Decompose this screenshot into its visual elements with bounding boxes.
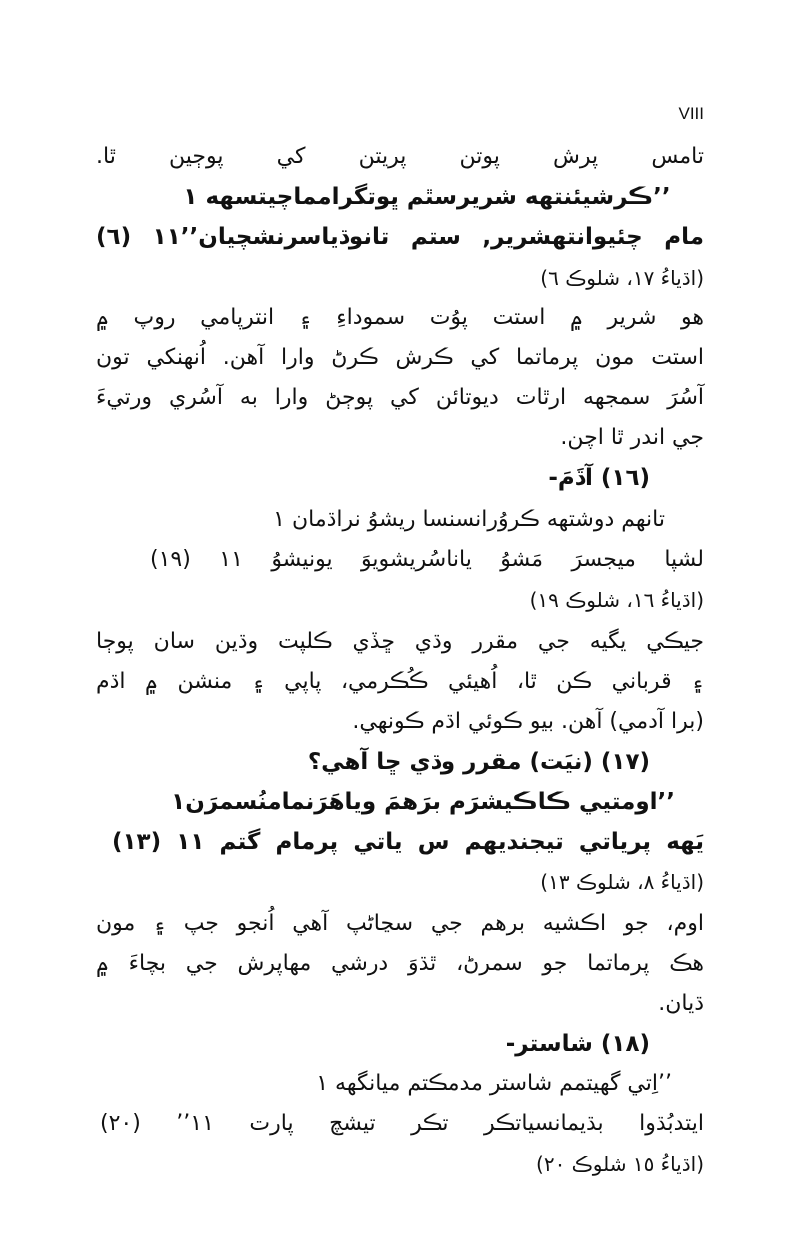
- text-line-9: اوم، جو اڪشيه برهم جي سڃاڻپ آهي اُنجو جپ ۽ مون: [96, 911, 704, 936]
- section-heading-18: (١٨) شاستر-: [505, 1031, 650, 1057]
- text-line-8: (برا آدمي) آهن. بيو ڪوئي اڌم ڪونهي.: [352, 709, 704, 734]
- text-line-2: هو شرير ۾ استت پوُت سموداءِ ۽ انترپامي روپ ۾: [96, 305, 704, 330]
- text-line-1: تامس پرش پوتن پريتن کي پوڄين ٿا.: [96, 144, 704, 169]
- verse-line-2: مام چئيوانتهشرير, ستم تانوڌياسرنشچيان’’۱۱ (٦): [96, 224, 704, 250]
- verse-line-3: تانهم دوشتهه ڪروُرانسنسا ريشوُ نراڌمان ۱: [273, 507, 665, 532]
- reference-line-2: (اڌياءُ ١٦، شلوڪ ١٩): [529, 588, 704, 612]
- reference-line-3: (اڌياءُ ٨، شلوڪ ١٣): [540, 870, 704, 894]
- verse-line-1: ’’ڪرشيئنتهه شريرسٿم ڀوتگرامماچيتسهه ۱: [183, 184, 671, 210]
- page-number: VIII: [678, 104, 704, 123]
- verse-line-4: لشپا ميجسرَ مَشوُ ياناسُريشويوَ يونيشوُ ۱۱ (١٩): [150, 547, 705, 572]
- text-line-4: آسُرَ سمجهه ارٿات ديوتائن کي پوڄڻ وارا به آسُري ورتيءَ: [96, 385, 704, 410]
- verse-line-7: ’’اِتي گهيتمم شاستر مدمڪتم ميانگهه ۱: [316, 1071, 672, 1096]
- text-line-10: هڪ پرماتما جو سمرڻ، ٿڌوَ درشي مهاپرش جي بچاءَ ۾: [96, 951, 704, 976]
- section-heading-16: (١٦) آڌَمَ-: [548, 465, 650, 491]
- text-line-11: ڌيان.: [658, 991, 704, 1016]
- text-line-5: جي اندر ٿا اچن.: [560, 425, 704, 450]
- reference-line-1: (اڌياءُ ١٧، شلوڪ ٦): [540, 266, 704, 290]
- verse-line-8: ايتدبُڌوا بڌيمانسياتڪر تڪر تيشچ پارت ۱۱’’ (٢٠): [100, 1111, 704, 1136]
- section-heading-17: (١٧) (نيَت) مقرر وڌي ڇا آهي؟: [307, 749, 650, 775]
- verse-line-5: ’’اومتيي ڪاڪيشرَم برَهمَ وياهَرَنمامنُسمرَن۱: [171, 789, 675, 815]
- reference-line-4: (اڌياءُ ١٥ شلوڪ ٢٠): [536, 1152, 704, 1176]
- text-line-6: جيڪي يگيه جي مقرر وڌي ڇڏي ڪلپت وڌين سان پوڄا: [96, 629, 704, 654]
- text-line-7: ۽ قرباني ڪن ٿا، اُهيئي ڪُڪرمي، پاپي ۽ منشن ۾ اڌم: [96, 669, 704, 694]
- text-line-3: استت مون پرماتما کي ڪرش ڪرڻ وارا آهن. اُنهنکي تون: [96, 345, 704, 370]
- verse-line-6: يَهه پرياتي تيجنديهم س ياتي پرمام گتم ۱۱ (١٣): [112, 829, 704, 855]
